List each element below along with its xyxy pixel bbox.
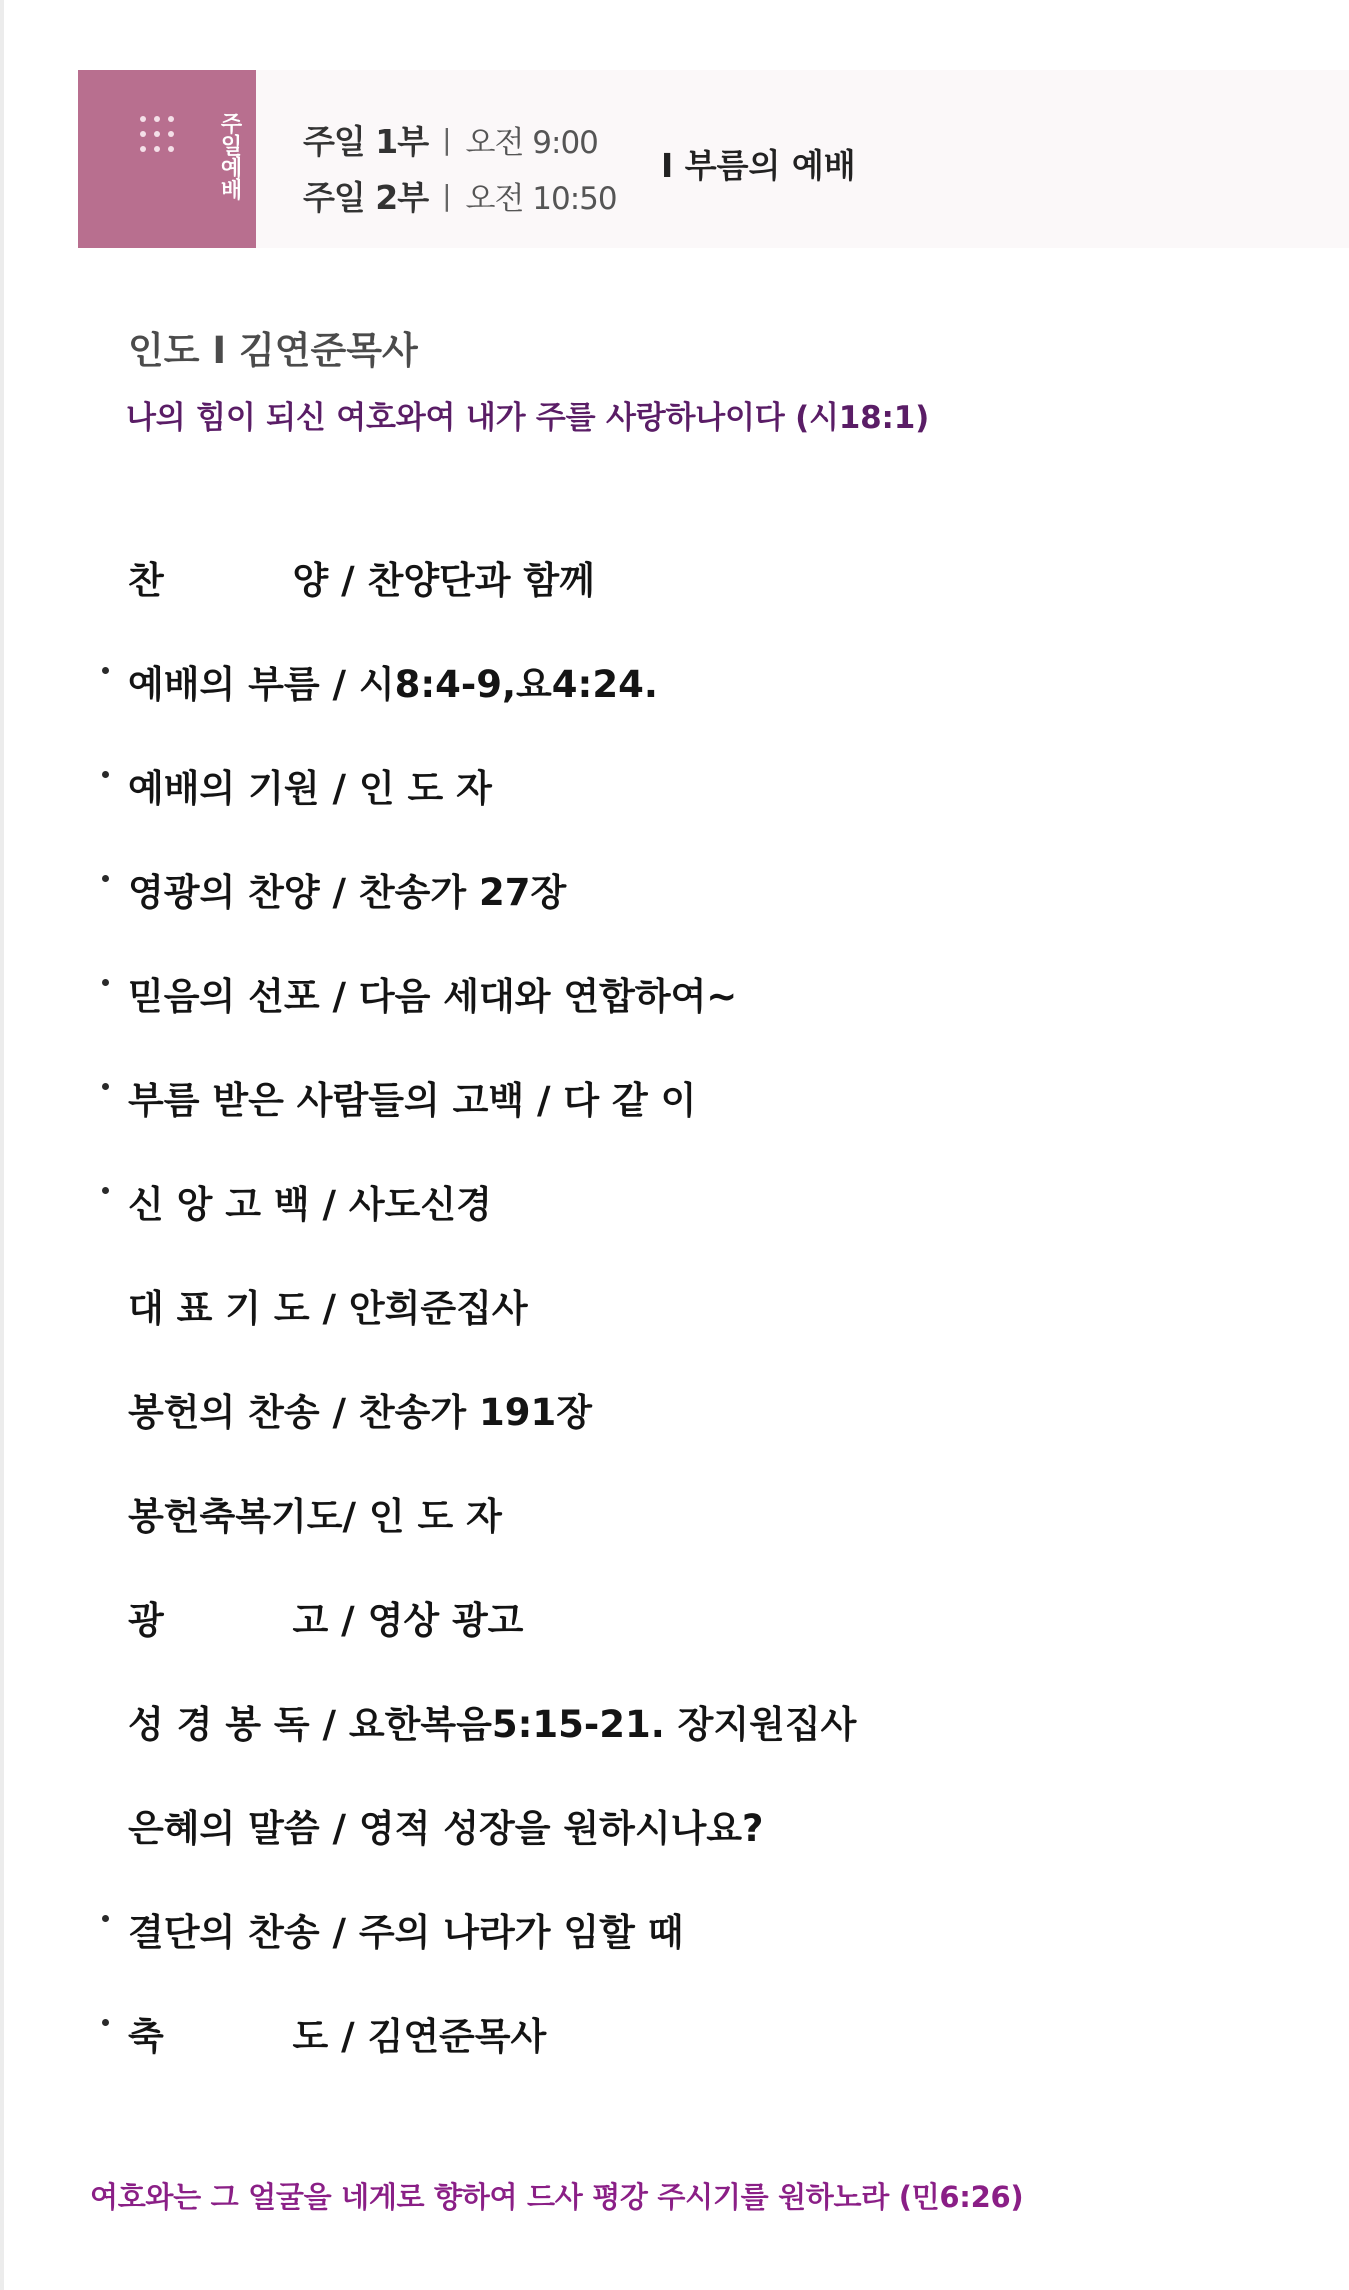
order-item bbox=[0, 2006, 1349, 2060]
order-item bbox=[0, 1694, 1349, 1748]
bullet-dot-icon bbox=[102, 1187, 109, 1194]
service-time: 오전 9:00 bbox=[465, 124, 598, 161]
service-line-1 bbox=[303, 114, 598, 164]
order-item-text: 광 고 / 영상 광고 bbox=[128, 1599, 524, 1642]
bullet-dot-icon bbox=[102, 875, 109, 882]
order-item-text: 축 도 / 김연준목사 bbox=[128, 2015, 547, 2058]
service-separator: | bbox=[442, 122, 452, 156]
order-item-text: 봉헌의 찬송 / 찬송가 191장 bbox=[128, 1391, 592, 1434]
bullet-dot-icon bbox=[102, 667, 109, 674]
order-item bbox=[0, 1382, 1349, 1436]
order-item bbox=[0, 1070, 1349, 1124]
order-item bbox=[0, 1486, 1349, 1540]
dots-grid-icon bbox=[140, 116, 200, 176]
badge-label: 주일예배 bbox=[217, 112, 242, 200]
section-title: I 부름의 예배 bbox=[661, 145, 856, 185]
service-badge bbox=[78, 70, 256, 248]
order-item bbox=[0, 550, 1349, 604]
order-item bbox=[0, 758, 1349, 812]
order-item-text: 믿음의 선포 / 다음 세대와 연합하여~ bbox=[128, 975, 738, 1018]
bullet-dot-icon bbox=[102, 2019, 109, 2026]
bullet-dot-icon bbox=[102, 1915, 109, 1922]
order-item bbox=[0, 966, 1349, 1020]
order-item bbox=[0, 1798, 1349, 1852]
order-item-text: 신 앙 고 백 / 사도신경 bbox=[128, 1183, 492, 1226]
order-item-text: 은혜의 말씀 / 영적 성장을 원하시나요? bbox=[128, 1807, 764, 1850]
order-item bbox=[0, 1590, 1349, 1644]
order-item bbox=[0, 1278, 1349, 1332]
service-header bbox=[78, 70, 1349, 248]
order-item bbox=[0, 654, 1349, 708]
opening-verse: 나의 힘이 되신 여호와여 내가 주를 사랑하나이다 (시18:1) bbox=[126, 400, 930, 436]
service-name: 주일 1부 bbox=[303, 121, 429, 161]
order-item-text: 영광의 찬양 / 찬송가 27장 bbox=[128, 871, 567, 914]
order-item-text: 봉헌축복기도/ 인 도 자 bbox=[128, 1495, 502, 1538]
service-time: 오전 10:50 bbox=[465, 180, 617, 217]
service-name: 주일 2부 bbox=[303, 177, 429, 217]
service-line-2 bbox=[303, 170, 617, 220]
service-separator: | bbox=[442, 178, 452, 212]
order-item bbox=[0, 862, 1349, 916]
order-item-text: 예배의 부름 / 시8:4-9,요4:24. bbox=[128, 663, 658, 706]
order-item-text: 예배의 기원 / 인 도 자 bbox=[128, 767, 492, 810]
order-item-text: 대 표 기 도 / 안희준집사 bbox=[128, 1287, 528, 1330]
order-item-text: 결단의 찬송 / 주의 나라가 임할 때 bbox=[128, 1911, 684, 1954]
bullet-dot-icon bbox=[102, 1083, 109, 1090]
order-item bbox=[0, 1174, 1349, 1228]
order-item bbox=[0, 1902, 1349, 1956]
bullet-dot-icon bbox=[102, 979, 109, 986]
bullet-dot-icon bbox=[102, 771, 109, 778]
order-item-text: 성 경 봉 독 / 요한복음5:15-21. 장지원집사 bbox=[128, 1703, 857, 1746]
order-item-text: 부름 받은 사람들의 고백 / 다 같 이 bbox=[128, 1079, 697, 1122]
closing-verse: 여호와는 그 얼굴을 네게로 향하여 드사 평강 주시기를 원하노라 (민6:26) bbox=[90, 2180, 1024, 2214]
order-item-text: 찬 양 / 찬양단과 함께 bbox=[128, 559, 595, 602]
worship-leader: 인도 I 김연준목사 bbox=[128, 329, 418, 372]
